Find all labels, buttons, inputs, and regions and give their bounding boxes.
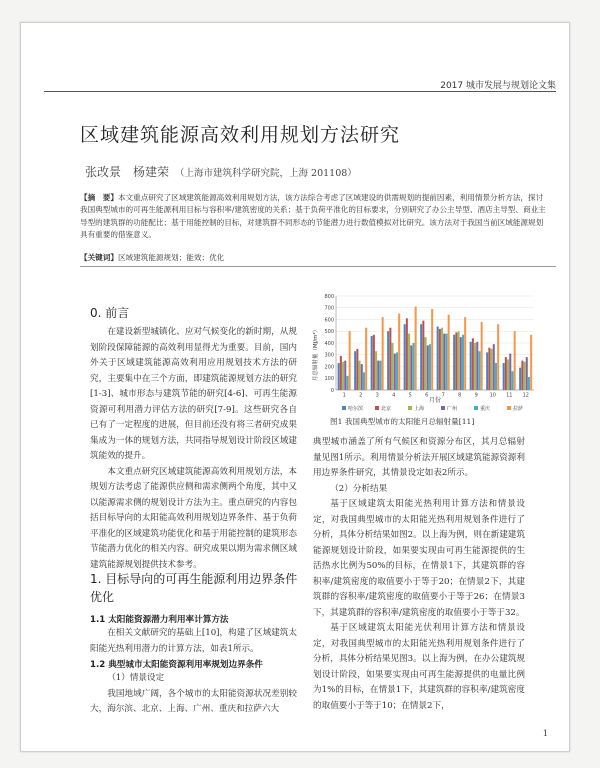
chart-bar [379, 361, 381, 390]
chart-bar [474, 343, 476, 390]
chart-y-tick-label: 500 [324, 329, 334, 336]
chart-x-tick-label: 7 [441, 392, 445, 399]
chart-bar [338, 363, 340, 390]
chart-bar [530, 335, 532, 390]
chart-bar [408, 334, 410, 390]
abstract-divider [80, 266, 556, 267]
chart-x-tick-label: 9 [474, 392, 478, 399]
chart-bar [514, 331, 516, 390]
chart-x-tick-label: 6 [425, 392, 429, 399]
chart-bar [464, 317, 466, 390]
chart-bar [371, 336, 373, 390]
chart-bars [338, 307, 533, 390]
chart-bar [425, 337, 427, 390]
abstract-label: 【摘 要】 [80, 193, 118, 202]
chart-legend-swatch [507, 406, 511, 410]
chart-bar [375, 351, 377, 390]
chart-legend-swatch [342, 406, 346, 410]
section121-label: （1）情景设定 [107, 673, 165, 683]
chart-legend-label: 拉萨 [513, 406, 524, 412]
chart-bar [382, 317, 384, 390]
chart-legend-swatch [375, 406, 379, 410]
chart-bar [448, 315, 450, 390]
chart-bar [445, 334, 447, 390]
chart-bar [497, 324, 499, 390]
results-label: （2）分析结果 [330, 483, 388, 494]
chart-bar [488, 348, 490, 390]
chart-x-tick-label: 2 [359, 392, 363, 399]
chart-bar [356, 349, 358, 390]
chart-bar [437, 327, 439, 390]
intro-heading: 0. 前言 [90, 306, 130, 320]
chart-bar [495, 363, 497, 390]
chart-bar [491, 349, 493, 390]
chart-bar [398, 314, 400, 390]
chart-y-tick-label: 600 [324, 317, 334, 324]
right-paragraph-3: 基于区域建筑太阳能光伏利用计算方法和情景设定，对我国典型城市的太阳能光热利用规划条件进行了分析，具体分析结果见图3。以上海为例，在办公建筑规划设计阶段，如果要实现由可再生能源提供的电量比例为1%的目标，在情景1下，其建筑群的容积率/建筑密度的取值要小于等于10；在情景2下， [313, 623, 525, 711]
keywords [80, 252, 224, 263]
chart-bar [427, 345, 429, 390]
chart-bar [363, 372, 365, 390]
section11-text-block [90, 626, 297, 657]
right-column [313, 435, 525, 714]
affiliation: （上海市建筑科学研究院，上海 201108） [175, 168, 357, 179]
chart-legend [342, 405, 523, 412]
journal-header: 2017 城市发展与规划论文集 [440, 81, 556, 91]
chart-bar [519, 368, 521, 390]
right-paragraph-2: 基于区域建筑太阳能光热利用计算方法和情景设定，对我国典型城市的太阳能光热利用规划条件进行了分析，具体分析结果如图2。以上海为例，则在新建建筑能源规划设计阶段，如果要实现由可再生能源提供的生活热水比例为50%的目标，在情景1下，其建筑群的容积率/建筑密度的取值要小于等于20；在情景2下，其建筑群的容积率/建筑密度的取值要小于等于26；在情景3下，其建筑群的容积率/建筑密度的取值要小于等于32。 [313, 499, 525, 618]
chart-bar [528, 377, 530, 390]
paper-title: 区域建筑能源高效利用规划方法研究 [80, 124, 401, 146]
chart-y-tick-label: 700 [324, 305, 334, 312]
chart-bar [439, 329, 441, 390]
chart-bar [342, 362, 344, 390]
chart-bar [392, 343, 394, 390]
chart-x-tick-label: 12 [522, 392, 529, 399]
left-column [90, 325, 297, 573]
chart-legend-label: 北京 [381, 406, 392, 412]
chart-y-label: 月总辐射量（MJ/m²） [313, 326, 319, 382]
intro-paragraph-2: 本文重点研究区域建筑能源高效利用规划方法，本规划方法考虑了能源供应侧和需求侧两个角度，其中又以能源需求侧的规划设计方法为主。重点研究的内容包括目标导向的太阳能高效利用规划边界条件、基于负荷平准化的区域建筑功能优化和基于用能控制的建筑形态节能潜力优化的相关内容。研究成果以期为需求侧区域建筑能源规划提供技术参考。 [90, 466, 297, 570]
chart-x-tick-label: 1 [342, 392, 346, 399]
right-paragraph-1: 典型城市涵盖了所有气候区和资源分布区，其月总辐射量见图1所示。利用情景分析法开展区域建筑能源资源利用边界条件研究，其情景设定如表2所示。 [313, 437, 525, 478]
chart-bar [476, 342, 478, 390]
chart-x-label: 月份 [428, 397, 442, 404]
chart-bar [441, 328, 443, 390]
chart-bar [404, 324, 406, 390]
chart-bar [470, 342, 472, 390]
section1-heading: 1. 目标导向的可再生能源利用边界条件优化 [90, 572, 298, 604]
chart-bar [349, 331, 351, 390]
chart-x-tick-label: 5 [408, 392, 412, 399]
keywords-text: 区域建筑能源规划；能效；优化 [117, 253, 225, 262]
chart-legend-label: 重庆 [480, 406, 491, 412]
chart-bar [521, 361, 523, 390]
chart-x-tick-label: 11 [506, 392, 513, 399]
chart-bar [396, 352, 398, 390]
chart-bar [410, 345, 412, 390]
chart-bar [453, 335, 455, 390]
chart-bar [431, 309, 433, 390]
chart-bar [359, 361, 361, 390]
chart-bar [462, 335, 464, 390]
chart-bar [524, 362, 526, 390]
section12-text-block [90, 671, 297, 718]
chart-bar [455, 332, 457, 390]
abstract [80, 192, 550, 242]
chart-y-tick-label: 100 [324, 376, 334, 383]
chart-bar [505, 357, 507, 390]
chart-bar [373, 335, 375, 390]
chart-y-tick-label: 400 [324, 340, 334, 347]
chart-bar [486, 352, 488, 390]
chart-y-tick-label: 0 [330, 387, 334, 394]
chart-legend-label: 广州 [447, 406, 458, 412]
chart-bar [420, 324, 422, 390]
chart-legend-swatch [408, 406, 412, 410]
chart-bar [493, 344, 495, 390]
chart-bar [526, 357, 528, 390]
section11-heading: 1.1 太阳能资源潜力利用率计算方法 [90, 615, 229, 625]
solar-radiation-chart [310, 290, 538, 420]
chart-bar [346, 376, 348, 390]
chart-bar [429, 344, 431, 390]
chart-bar [340, 356, 342, 390]
chart-bar [511, 371, 513, 390]
chart-y-tick-label: 300 [324, 352, 334, 359]
chart-bar [394, 354, 396, 390]
abstract-text: 本文重点研究了区域建筑能源高效利用规划方法，该方法综合考虑了区域建设的供需规划的提前因素，利用情景分析方法，探讨我国典型城市的可再生能源利用目标与容积率/建筑密度的关系；基于负荷平准化的目标要求，分别研究了办公主导型、酒店主导型、商业主导型的建筑群的功能配比；基于用能控制的目标，对建筑群不同形态的节能潜力进行数值模拟对比研究。该方法对于我国当前区域能源规划具有重要的借鉴意义。 [80, 193, 546, 240]
chart-bar [344, 361, 346, 390]
chart-bar [509, 354, 511, 390]
chart-bar [415, 307, 417, 390]
chart-y-tick-label: 800 [324, 293, 334, 300]
figure-caption: 图1 我国典型城市的太阳能月总辐射量[11] [330, 417, 475, 426]
keywords-label: 【关键词】 [80, 253, 118, 262]
chart-bar [365, 328, 367, 390]
chart-bar [443, 334, 445, 390]
chart-bar [458, 331, 460, 390]
chart-legend-label: 哈尔滨 [348, 406, 364, 412]
header-rule [44, 91, 556, 92]
intro-paragraph-1: 在建设新型城镇化、应对气候变化的新时期，从规划阶段保障能源的高效利用显得尤为重要。目前，国内外关于区域建筑能源高效利用应用规划技术方法的研究，主要集中在三个方面，即建筑能源规划方法的研究[1-3]、城市形态与建筑节能的研究[4-6]、可再生能源资源可利用潜力评估方法的研究[7-9]。这些研究各自已有了一定程度的进展，但目前还没有将三者研究成果集成为一体的规划方法，共同指导规划设计阶段区域建筑能效的提升。 [90, 327, 297, 461]
chart-bar [472, 338, 474, 390]
chart-legend-swatch [441, 406, 445, 410]
chart-x-tick-label: 3 [375, 392, 379, 399]
chart-y-ticks [324, 294, 334, 394]
chart-bar [481, 322, 483, 390]
chart-bar [507, 359, 509, 390]
section11-text: 在相关文献研究的基础上[10]，构建了区域建筑太阳能光热利用潜力的计算方法，如表1所示。 [90, 628, 297, 654]
chart-bar [422, 321, 424, 390]
chart-x-tick-label: 10 [489, 392, 496, 399]
chart-bar [361, 364, 363, 390]
chart-bar [460, 337, 462, 390]
chart-bar [478, 351, 480, 390]
chart-bar [377, 361, 379, 390]
chart-x-tick-label: 8 [458, 392, 462, 399]
chart-bar [387, 331, 389, 390]
section121-text: 我国地域广阔，各个城市的太阳能资源状况差别较大，海尔滨、北京、上海、广州、重庆和拉萨六大 [90, 688, 297, 714]
section12-heading: 1.2 典型城市太阳能资源利用率规划边界条件 [90, 660, 263, 670]
chart-bar [412, 343, 414, 390]
chart-bar [389, 328, 391, 390]
chart-legend-label: 上海 [414, 406, 425, 412]
chart-legend-swatch [474, 406, 478, 410]
chart-x-tick-label: 4 [392, 392, 396, 399]
authors: 张改景 杨建荣 [85, 165, 170, 179]
page-number: 1 [542, 729, 548, 738]
chart-y-tick-label: 200 [324, 364, 334, 371]
chart-bar [503, 363, 505, 390]
chart-bar [406, 318, 408, 390]
chart-bar [354, 351, 356, 390]
